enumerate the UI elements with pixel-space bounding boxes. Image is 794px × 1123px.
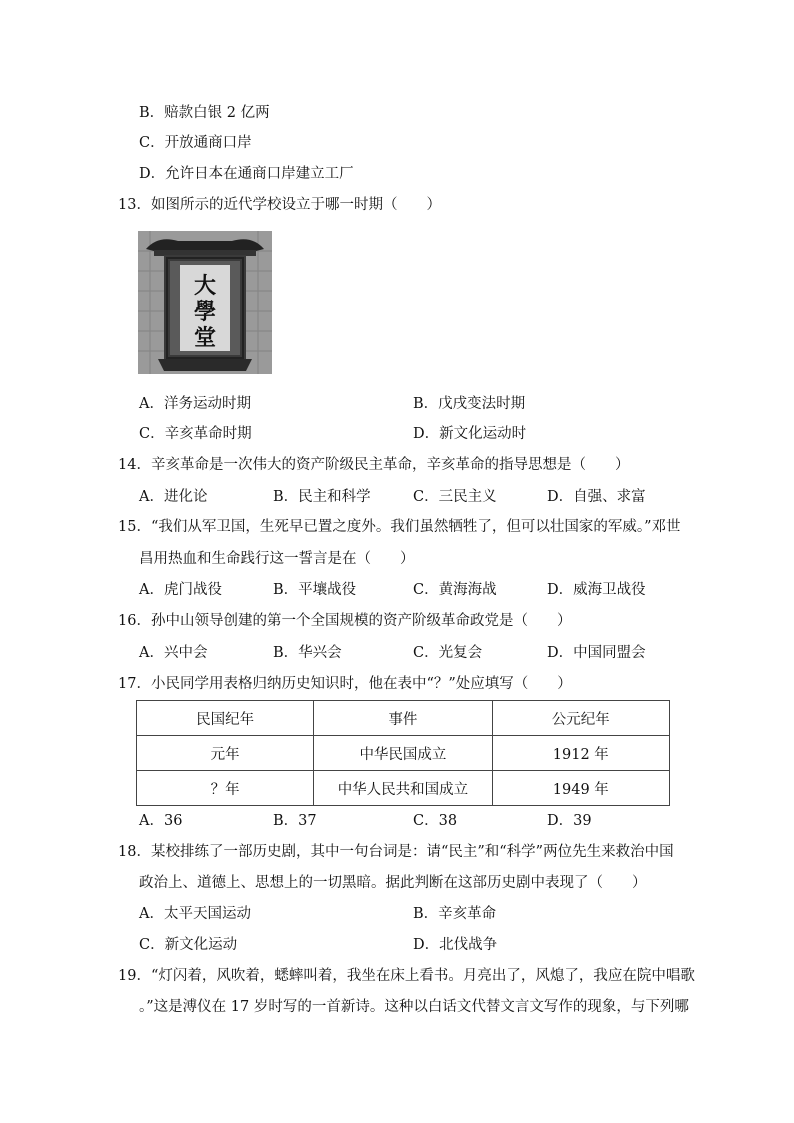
- q13-stem: 13．如图所示的近代学校设立于哪一时期（ ）: [118, 197, 441, 213]
- q15-option-a: A．虎门战役: [139, 582, 222, 598]
- q13-option-d: D．新文化运动时: [413, 426, 527, 442]
- q18-option-b: B．辛亥革命: [413, 906, 497, 922]
- q17-table: [136, 700, 670, 806]
- table-row: [137, 771, 670, 806]
- q14-option-a: A．进化论: [139, 489, 208, 505]
- table-cell: 中华人民共和国成立: [314, 771, 492, 806]
- q15-option-c: C．黄海海战: [413, 582, 497, 598]
- q15-stem-line2: 昌用热血和生命践行这一誓言是在（ ）: [139, 551, 415, 567]
- q16-stem: 16．孙中山领导创建的第一个全国规模的资产阶级革命政党是（ ）: [118, 613, 572, 629]
- q12-option-c: C．开放通商口岸: [139, 135, 252, 151]
- table-cell: 1912 年: [492, 736, 669, 771]
- q18-option-a: A．太平天国运动: [139, 906, 251, 922]
- q13-option-a: A．洋务运动时期: [139, 396, 251, 412]
- table-row: [137, 736, 670, 771]
- q18-option-d: D．北伐战争: [413, 937, 498, 953]
- table-header-cell: 公元纪年: [492, 701, 669, 736]
- q17-option-b: B．37: [273, 813, 317, 829]
- q15-option-b: B．平壤战役: [273, 582, 357, 598]
- q16-option-a: A．兴中会: [139, 645, 208, 661]
- table-cell: 元年: [137, 736, 314, 771]
- q16-option-b: B．华兴会: [273, 645, 342, 661]
- plaque-char-3: 堂: [193, 325, 217, 351]
- q19-stem-line2: 。”这是溥仪在 17 岁时写的一首新诗。这种以白话文代替文言文写作的现象，与下列哪: [139, 999, 689, 1015]
- q16-option-c: C．光复会: [413, 645, 483, 661]
- table-header-cell: 事件: [314, 701, 492, 736]
- table-header-cell: 民国纪年: [137, 701, 314, 736]
- q15-stem-line1: 15．“我们从军卫国，生死早已置之度外。我们虽然牺牲了，但可以壮国家的军威。”邓世: [118, 519, 681, 535]
- q14-option-d: D．自强、求富: [547, 489, 646, 505]
- q18-option-c: C．新文化运动: [139, 937, 238, 953]
- q14-option-c: C．三民主义: [413, 489, 497, 505]
- plaque-char-2: 學: [193, 299, 217, 325]
- q15-option-d: D．威海卫战役: [547, 582, 646, 598]
- q16-option-d: D．中国同盟会: [547, 645, 646, 661]
- q13-option-b: B．戊戌变法时期: [413, 396, 526, 412]
- q19-stem-line1: 19．“灯闪着，风吹着，蟋蟀叫着，我坐在床上看书。月亮出了，风熄了，我应在院中唱歌: [118, 968, 695, 984]
- table-cell: 中华民国成立: [314, 736, 492, 771]
- q13-option-c: C．辛亥革命时期: [139, 426, 252, 442]
- q17-option-d: D．39: [547, 813, 592, 829]
- university-plaque-photo: [138, 231, 272, 374]
- table-header-row: [137, 701, 670, 736]
- q17-stem: 17．小民同学用表格归纳历史知识时，他在表中“？”处应填写（ ）: [118, 676, 572, 692]
- q18-stem-line2: 政治上、道德上、思想上的一切黑暗。据此判断在这部历史剧中表现了（ ）: [139, 875, 647, 891]
- q12-option-b: B．赔款白银 2 亿两: [139, 105, 270, 121]
- q17-option-a: A．36: [139, 813, 183, 829]
- q12-option-d: D．允许日本在通商口岸建立工厂: [139, 166, 354, 182]
- q14-stem: 14．辛亥革命是一次伟大的资产阶级民主革命，辛亥革命的指导思想是（ ）: [118, 457, 630, 473]
- q17-option-c: C．38: [413, 813, 458, 829]
- q14-option-b: B．民主和科学: [273, 489, 371, 505]
- table-cell: ？年: [137, 771, 314, 806]
- plaque-char-1: 大: [193, 273, 217, 299]
- q18-stem-line1: 18．某校排练了一部历史剧，其中一句台词是：请“民主”和“科学”两位先生来救治中国: [118, 844, 674, 860]
- table-cell: 1949 年: [492, 771, 669, 806]
